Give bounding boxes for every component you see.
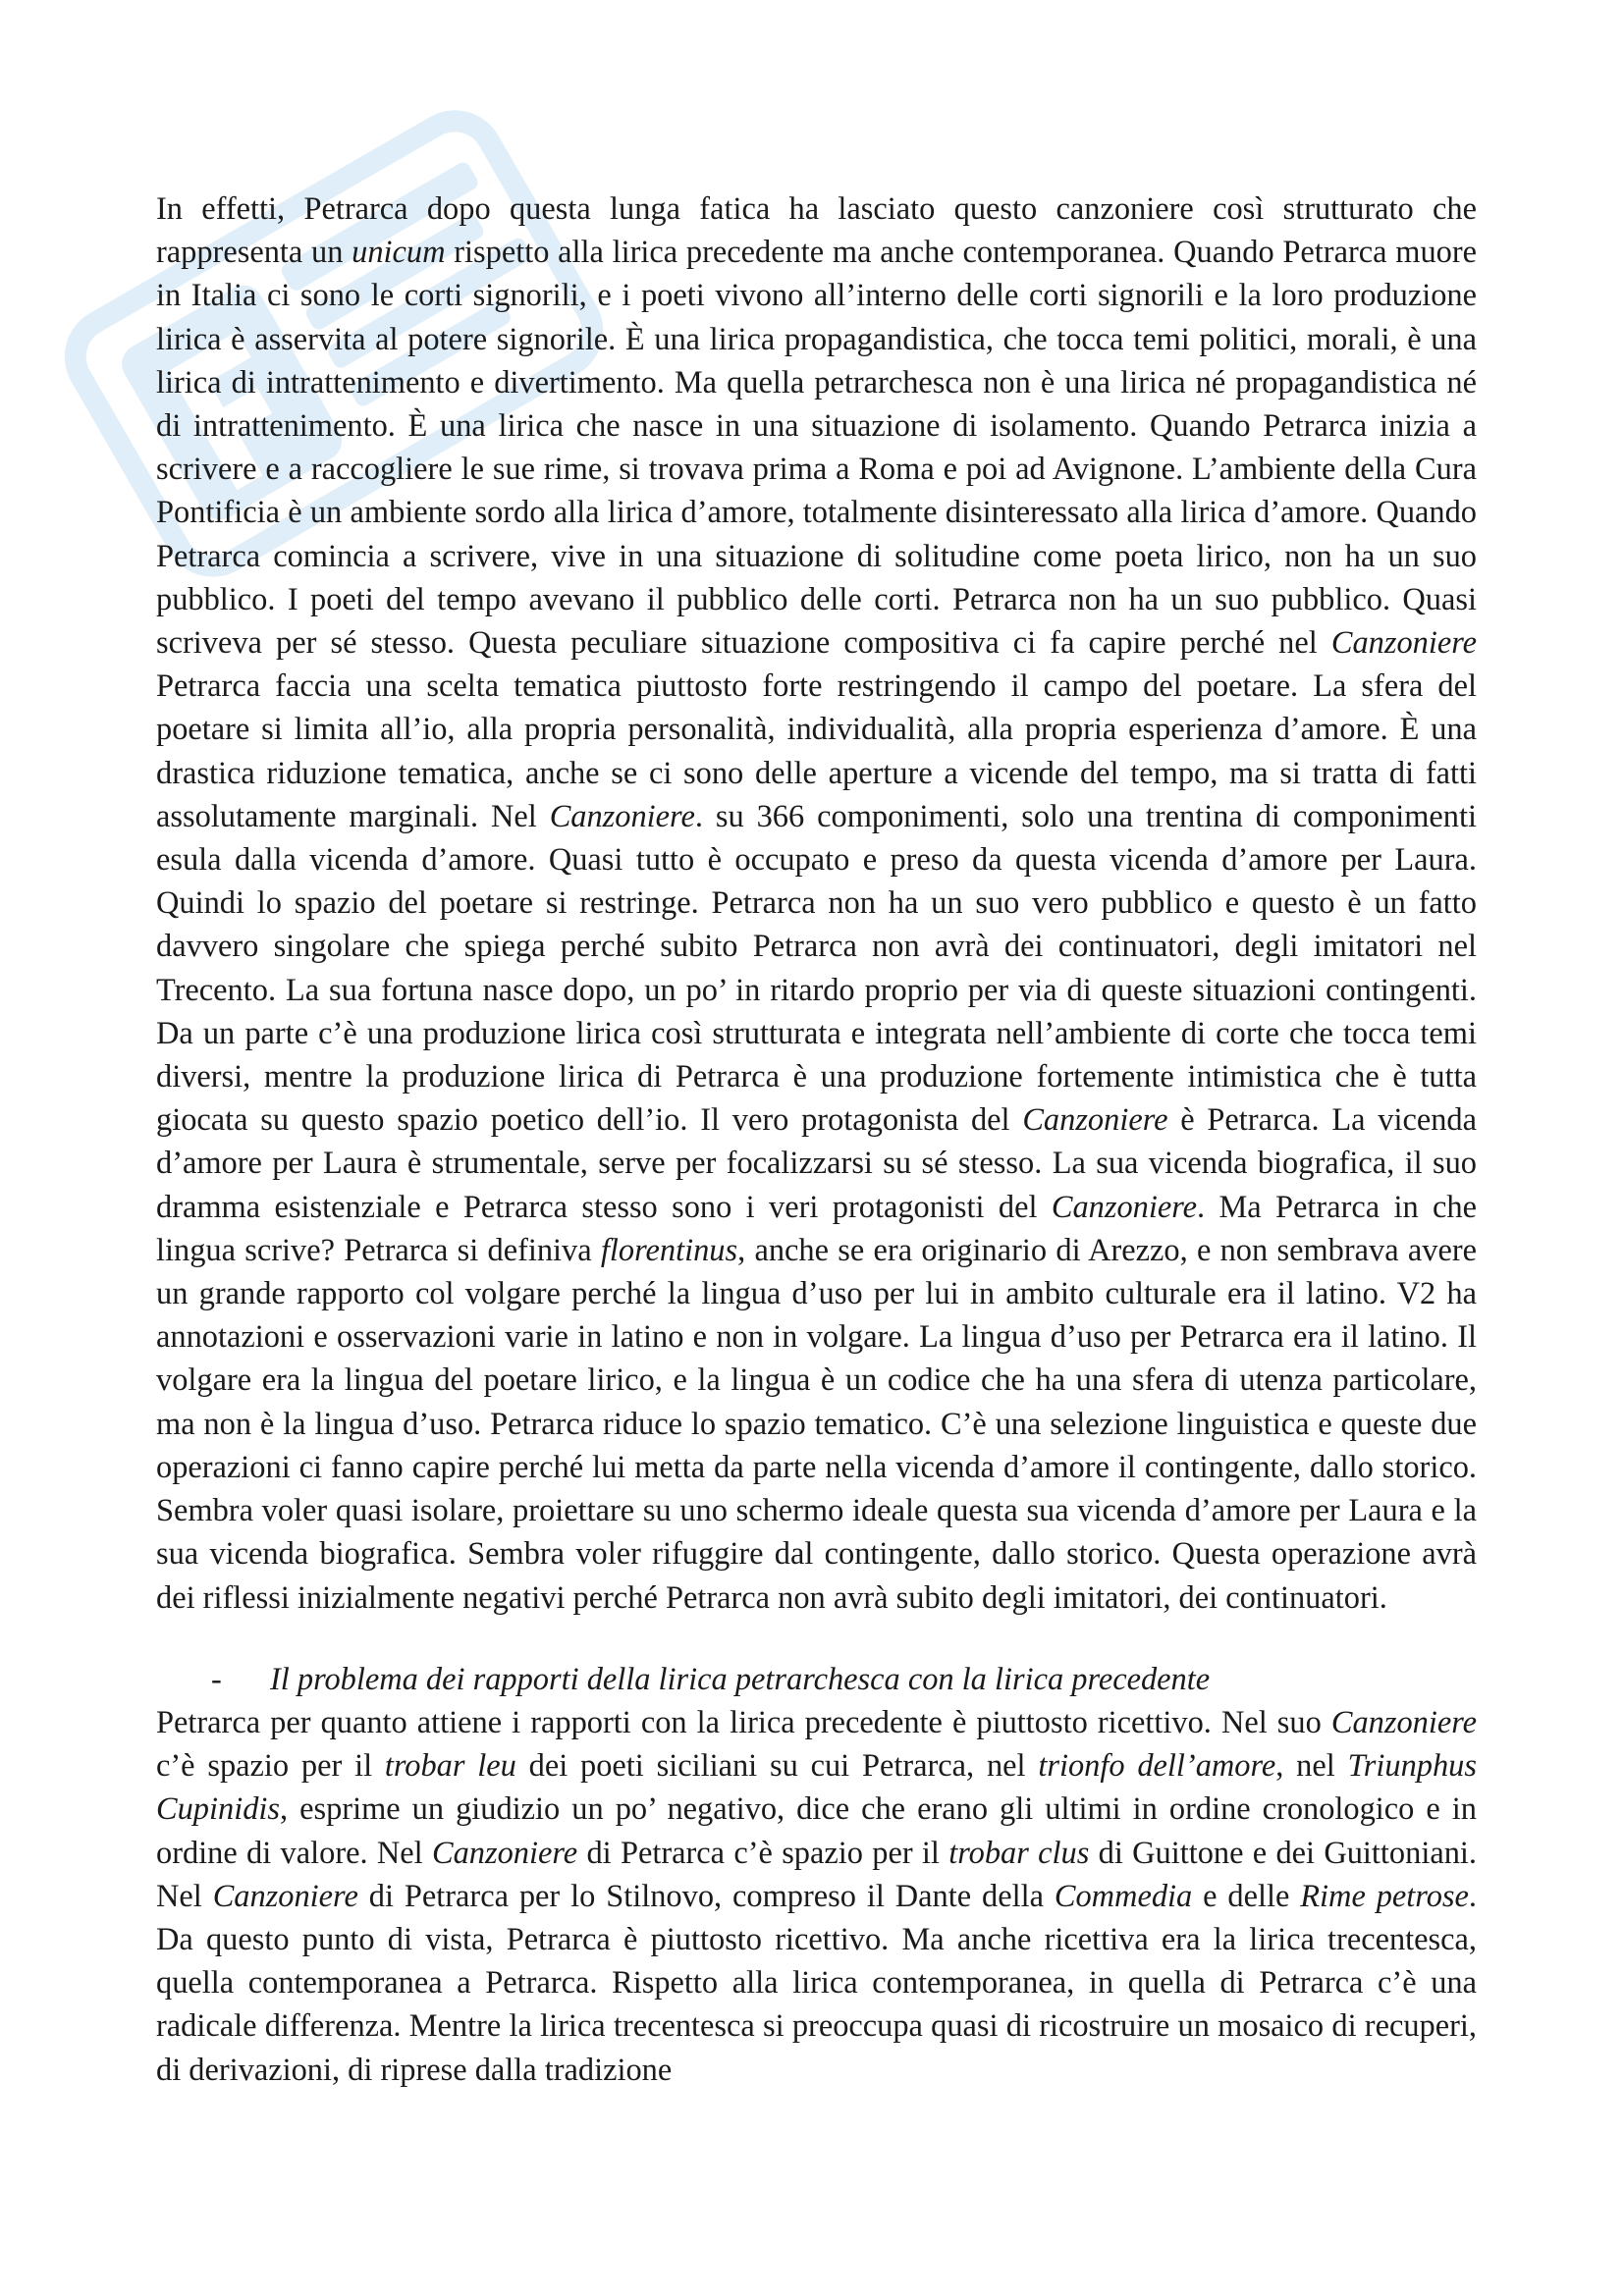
italic-run: Canzoniere <box>1022 1102 1168 1139</box>
text-run: di Petrarca c’è spazio per il <box>577 1835 949 1871</box>
italic-run: trionfo dell’amore <box>1038 1748 1276 1785</box>
text-run: è Petrarca. La vicenda d’amore per Laura è strumentale, serve per focalizzarsi su sé stesso. La sua vicenda biografica, il suo dramma esistenziale e Petrarca stesso sono i veri protagonisti del <box>156 1102 1477 1225</box>
italic-run: florentinus <box>600 1232 738 1268</box>
heading-text: Il problema dei rapporti della lirica petrarchesca con la lirica precedente <box>270 1661 1211 1697</box>
text-run: . su 366 componimenti, solo una trentina di componimenti esula dalla vicenda d’amore. Quasi tutto è occupato e preso da questa vicenda d’amore per Laura. Quindi lo spazio del poetare si restringe. Petrarca non ha un suo vero pubblico e questo è un fatto davvero singolare che spiega perché subito Petrarca non avrà dei continuatori, degli imitatori nel Trecento. La sua fortuna nasce dopo, un po’ in ritardo proprio per via di queste situazioni contingenti. Da un parte c’è una produzione lirica così strutturata e integrata nell’ambiente di corte che tocca temi diversi, mentre la produzione lirica di Petrarca è una produzione fortemente intimistica che è tutta giocata su questo spazio poetico dell’io. Il vero protagonista del <box>156 798 1477 1139</box>
text-run: In effetti, Petrarca dopo questa lunga fatica ha lasciato questo canzoniere così strutturato che rappresenta un <box>156 191 1477 271</box>
section-heading <box>156 1658 1477 1701</box>
italic-run: Canzoniere <box>212 1878 358 1914</box>
document-body <box>156 187 1477 2092</box>
italic-run: Canzoniere <box>1051 1189 1197 1225</box>
text-run: Petrarca faccia una scelta tematica piuttosto forte restringendo il campo del poetare. La sfera del poetare si limita all’io, alla propria personalità, individualità, alla propria esperienza d’amore. È una drastica riduzione tematica, anche se ci sono delle aperture a vicende del tempo, ma si tratta di fatti assolutamente marginali. Nel <box>156 668 1477 834</box>
text-run: rispetto alla lirica precedente ma anche contemporanea. Quando Petrarca muore in Italia ci sono le corti signorili, e i poeti vivono all’interno delle corti signorili e la loro produzione lirica è asservita al potere signorile. È una lirica propagandistica, che tocca temi politici, morali, è una lirica di intrattenimento e divertimento. Ma quella petrarchesca non è una lirica né propagandistica né di intrattenimento. È una lirica che nasce in una situazione di isolamento. Quando Petrarca inizia a scrivere e a raccogliere le sue rime, si trovava prima a Roma e poi ad Avignone. L’ambiente della Cura Pontificia è un ambiente sordo alla lirica d’amore, totalmente disinteressato alla lirica d’amore. Quando Petrarca comincia a scrivere, vive in una situazione di solitudine come poeta lirico, non ha un suo pubblico. I poeti del tempo avevano il pubblico delle corti. Petrarca non ha un suo pubblico. Quasi scriveva per sé stesso. Questa peculiare situazione compositiva ci fa capire perché nel <box>156 235 1477 662</box>
text-run: . Ma Petrarca in che lingua scrive? Petrarca si definiva <box>156 1189 1477 1268</box>
italic-run: trobar leu <box>384 1748 516 1785</box>
italic-run: Triunphus Cupinidis <box>156 1748 1477 1828</box>
italic-run: Canzoniere <box>549 798 695 834</box>
italic-run: Rime petrose <box>1300 1878 1469 1914</box>
italic-run: Canzoniere <box>431 1835 578 1871</box>
text-run: Petrarca per quanto attiene i rapporti con la lirica precedente è piuttosto ricettivo. Nel suo <box>156 1704 1331 1740</box>
body-paragraph-1 <box>156 187 1477 1620</box>
italic-run: trobar clus <box>948 1835 1090 1871</box>
text-run: . Da questo punto di vista, Petrarca è piuttosto ricettivo. Ma anche ricettiva era la lirica trecentesca, quella contemporanea a Petrarca. Rispetto alla lirica contemporanea, in quella di Petrarca c’è una radicale differenza. Mentre la lirica trecentesca si preoccupa quasi di ricostruire un mosaico di recuperi, di derivazioni, di riprese dalla tradizione <box>156 1878 1477 2088</box>
text-run: c’è spazio per il <box>156 1748 385 1785</box>
heading-bullet: - <box>211 1661 222 1697</box>
text-run: , esprime un giudizio un po’ negativo, dice che erano gli ultimi in ordine cronologico e in ordine di valore. Nel <box>156 1791 1477 1871</box>
text-run: , anche se era originario di Arezzo, e non sembrava avere un grande rapporto col volgare perché la lingua d’uso per lui in ambito culturale era il latino. V2 ha annotazioni e osservazioni varie in latino e non in volgare. La lingua d’uso per Petrarca era il latino. Il volgare era la lingua del poetare lirico, e la lingua è un codice che ha una sfera di utenza particolare, ma non è la lingua d’uso. Petrarca riduce lo spazio tematico. C’è una selezione linguistica e queste due operazioni ci fanno capire perché lui metta da parte nella vicenda d’amore il contingente, dallo storico. Sembra voler quasi isolare, proiettare su uno schermo ideale questa sua vicenda d’amore per Laura e la sua vicenda biografica. Sembra voler rifuggire dal contingente, dallo storico. Questa operazione avrà dei riflessi inizialmente negativi perché Petrarca non avrà subito degli imitatori, dei continuatori. <box>156 1232 1477 1616</box>
italic-run: Canzoniere <box>1330 625 1477 662</box>
italic-run: Canzoniere <box>1330 1704 1477 1740</box>
italic-run: Commedia <box>1054 1878 1193 1914</box>
text-run: di Guittone e dei Guittoniani. Nel <box>156 1835 1477 1914</box>
italic-run: unicum <box>352 235 446 271</box>
text-run: , nel <box>1275 1748 1348 1785</box>
text-run: e delle <box>1192 1878 1301 1914</box>
text-run: di Petrarca per lo Stilnovo, compreso il Dante della <box>357 1878 1055 1914</box>
text-run: dei poeti siciliani su cui Petrarca, nel <box>515 1748 1039 1785</box>
body-paragraph-2 <box>156 1701 1477 2092</box>
